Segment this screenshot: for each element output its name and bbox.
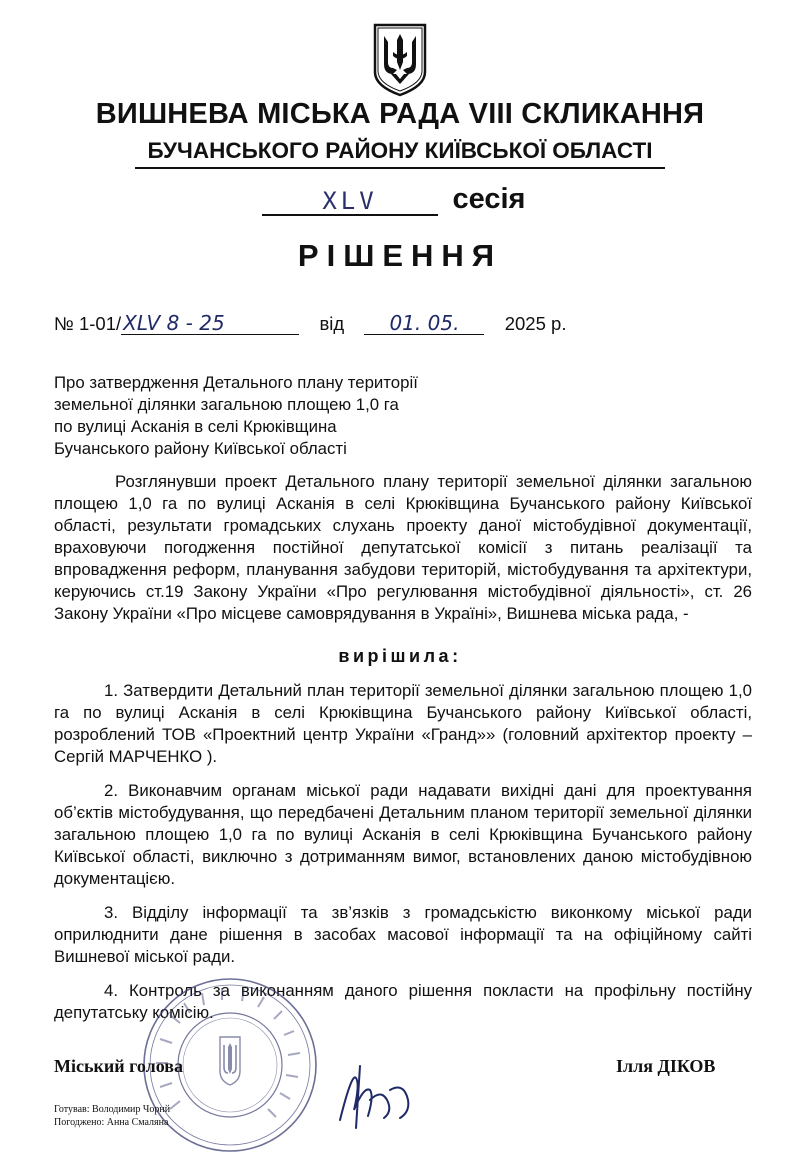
resolution-item: 2. Виконавчим органам міської ради надавати вихідні дані для проектування об’єктів містобудування, що передбачені Детальним планом території земельної ділянки загальною площею 1,0 га по вулиці Асканія в селі Крюківщина Бучанського району Київської області, виключно з дотриманням вимог, встановлених даною містобудівною документацією. bbox=[54, 781, 752, 888]
prepared-by: Готував: Володимир Чорнй bbox=[54, 1104, 171, 1115]
date-label: від bbox=[319, 313, 345, 334]
decision-number: XLV 8 - 25 bbox=[121, 312, 299, 335]
decision-date: 01. 05. bbox=[364, 312, 484, 335]
session-number: XLV bbox=[262, 184, 438, 216]
subject-line: земельної ділянки загальною площею 1,0 га bbox=[54, 395, 399, 414]
decision-number-line bbox=[54, 312, 566, 335]
council-name: ВИШНЕВА МІСЬКА РАДА VIII СКЛИКАННЯ bbox=[95, 98, 705, 130]
document-title: РІШЕННЯ bbox=[297, 238, 503, 273]
number-prefix: № 1-01/ bbox=[54, 313, 122, 334]
preamble-paragraph: Розглянувши проект Детального плану території земельної ділянки загальною площею 1,0 га по вулиці Асканія в селі Крюківщина Бучанського району Київської області, результати громадських слухань проекту даної містобудівної документації, враховуючи погодження постійної депутатської комісії з питань реалізації та впровадження реформ, планування забудови територій, містобудування та архітектури, керуючись ст.19 Закону України «Про регулювання містобудівної діяльності», ст. 26 Закону України «Про місцеве самоврядування в Україні», Вишнева міська рада, - bbox=[54, 472, 752, 623]
subject-line: Бучанського району Київської області bbox=[54, 439, 347, 458]
subject-heading bbox=[54, 372, 418, 460]
handwritten-signature-icon bbox=[330, 1060, 430, 1130]
agreed-by: Погоджено: Анна Смаляна bbox=[54, 1117, 169, 1128]
council-region: БУЧАНСЬКОГО РАЙОНУ КИЇВСЬКОЇ ОБЛАСТІ bbox=[147, 138, 653, 163]
trident-icon bbox=[371, 22, 429, 98]
resolved-heading: вирішила: bbox=[338, 646, 462, 666]
subject-line: по вулиці Асканія в селі Крюківщина bbox=[54, 417, 337, 436]
subject-line: Про затвердження Детального плану території bbox=[54, 373, 418, 392]
resolution-item: 1. Затвердити Детальний план території земельної ділянки загальною площею 1,0 га по вулиці Асканія в селі Крюківщина Бучанського району Київської області, розроблений ТОВ «Проектний центр України «Гранд»» (головний архітектор проекту – Сергій МАРЧЕНКО ). bbox=[54, 681, 752, 766]
signatory-name: Ілля ДІКОВ bbox=[616, 1056, 716, 1076]
header-divider bbox=[135, 167, 665, 169]
decision-year: 2025 р. bbox=[504, 313, 567, 334]
signature-position: Міський голова bbox=[54, 1056, 183, 1076]
resolution-item: 3. Відділу інформації та зв’язків з громадськістю виконкому міської ради оприлюднити дане рішення в засобах масової інформації та на офіційному сайті Вишневої міської ради. bbox=[54, 903, 752, 966]
session-line bbox=[262, 183, 525, 223]
session-label: сесія bbox=[452, 183, 526, 215]
resolution-item: 4. Контроль за виконанням даного рішення покласти на профільну постійну депутатську комісію. bbox=[54, 981, 752, 1022]
